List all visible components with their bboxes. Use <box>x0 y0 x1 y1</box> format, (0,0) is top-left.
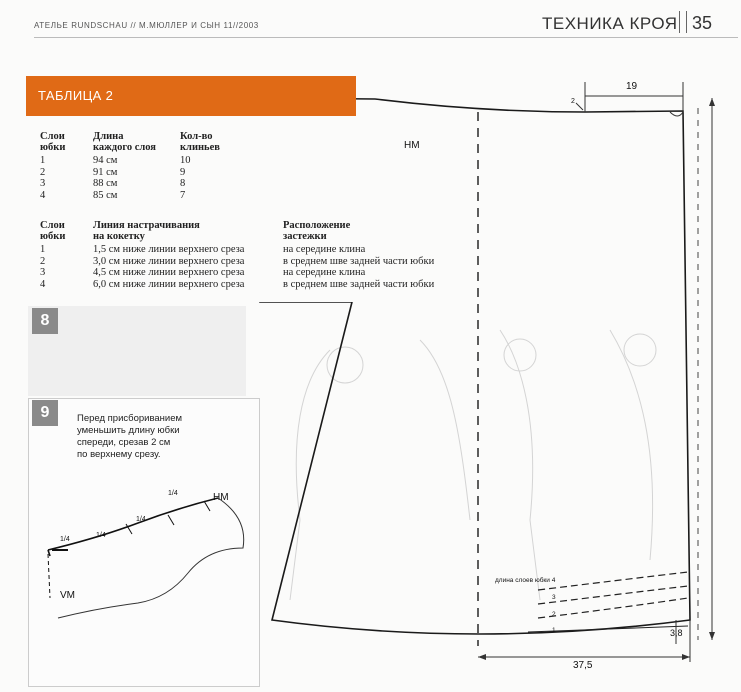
t2-cell: 6,0 см ниже линии верхнего среза <box>93 278 245 290</box>
page-number: 35 <box>692 13 713 33</box>
pattern-nm-label: НМ <box>404 140 420 151</box>
note-line: по верхнему срезу. <box>77 449 161 460</box>
t1-row <box>40 167 260 179</box>
t1-cell: 1 <box>40 155 46 166</box>
t2-row <box>40 256 450 268</box>
t1-head-length <box>93 131 183 153</box>
dim-corner-label: 3,8 <box>670 628 683 638</box>
step9-nm-label: НМ <box>213 492 229 503</box>
quarter-mark-4: 1/4 <box>168 490 178 497</box>
note-line: спереди, срезав 2 см <box>77 437 171 448</box>
t1-h3b: клиньев <box>180 142 220 153</box>
t2-row <box>40 267 450 279</box>
t2-head-layers <box>40 220 90 242</box>
t1-cell: 85 см <box>93 189 118 201</box>
t2-h3a: Расположение <box>283 220 351 231</box>
t2-head-fastener <box>283 220 433 242</box>
t1-head-count <box>180 131 240 153</box>
t1-cell: 88 см <box>93 178 118 190</box>
t2-h1b: юбки <box>40 231 66 242</box>
t2-cell: 1 <box>40 244 46 255</box>
t2-h3b: застежки <box>283 231 327 242</box>
t1-h1a: Слои <box>40 131 65 142</box>
table-title: ТАБЛИЦА 2 <box>38 88 114 103</box>
t2-h2a: Линия настрачивания <box>93 220 200 231</box>
t1-cell: 7 <box>180 189 186 201</box>
step9-badge: 9 <box>32 400 58 426</box>
t2-cell: 1,5 см ниже линии верхнего среза <box>93 244 245 255</box>
t2-cell: на середине клина <box>283 267 366 279</box>
t2-row <box>40 279 450 291</box>
dim-bottom-label: 37,5 <box>573 660 593 671</box>
t2-cell: 3 <box>40 267 46 279</box>
t1-h2b: каждого слоя <box>93 142 156 153</box>
step9-vm-label: VM <box>60 590 75 601</box>
t1-cell: 91 см <box>93 166 118 178</box>
t1-cell: 8 <box>180 178 186 190</box>
note-line: уменьшить длину юбки <box>77 425 180 436</box>
layer-mark-2: 2 <box>552 611 556 618</box>
t2-h2b: на кокетку <box>93 231 145 242</box>
t1-cell: 3 <box>40 178 46 190</box>
t2-row <box>40 244 450 256</box>
t1-cell: 4 <box>40 189 46 201</box>
t2-cell: 4,5 см ниже линии верхнего среза <box>93 267 245 279</box>
layer-lines <box>538 572 688 618</box>
t2-cell: в среднем шве задней части юбки <box>283 255 435 267</box>
note-line: Перед присбориванием <box>77 413 183 424</box>
t2-cell: в среднем шве задней части юбки <box>283 278 435 290</box>
t1-head-layers <box>40 131 90 153</box>
background-fashion-sketch <box>290 330 656 600</box>
t1-body <box>40 155 260 201</box>
running-header: АТЕЛЬЕ RUNDSCHAU // М.МЮЛЛЕР И СЫН 11//2003 <box>34 21 259 30</box>
section-title: ТЕХНИКА КРОЯ <box>542 14 678 33</box>
t1-h1b: юбки <box>40 142 66 153</box>
t1-row <box>40 155 260 167</box>
layers-label: длина слоев юбки 4 <box>495 577 556 584</box>
table-banner <box>26 76 356 116</box>
t2-cell: на середине клина <box>283 244 366 255</box>
step8-panel <box>28 306 246 396</box>
t1-cell: 10 <box>180 155 191 166</box>
t1-row <box>40 190 260 202</box>
t2-cell: 3,0 см ниже линии верхнего среза <box>93 255 245 267</box>
quarter-mark-2: 1/4 <box>96 532 106 539</box>
t2-cell: 4 <box>40 278 46 290</box>
t2-body <box>40 244 450 290</box>
t2-head-line <box>93 220 263 242</box>
quarter-mark-1: 1/4 <box>60 536 70 543</box>
t1-h2a: Длина <box>93 131 124 142</box>
quarter-mark-3: 1/4 <box>136 516 146 523</box>
t2-cell: 2 <box>40 255 46 267</box>
t1-cell: 9 <box>180 166 186 178</box>
t1-row <box>40 178 260 190</box>
t1-h3a: Кол-во <box>180 131 213 142</box>
layer-mark-1: 1 <box>552 627 556 634</box>
layer-mark-3: 3 <box>552 594 556 601</box>
t1-cell: 94 см <box>93 155 118 166</box>
t1-cell: 2 <box>40 166 46 178</box>
step8-badge: 8 <box>32 308 58 334</box>
t2-h1a: Слои <box>40 220 65 231</box>
dim-top-label: 19 <box>626 81 638 92</box>
corner-mark-label: 2 <box>571 98 575 105</box>
